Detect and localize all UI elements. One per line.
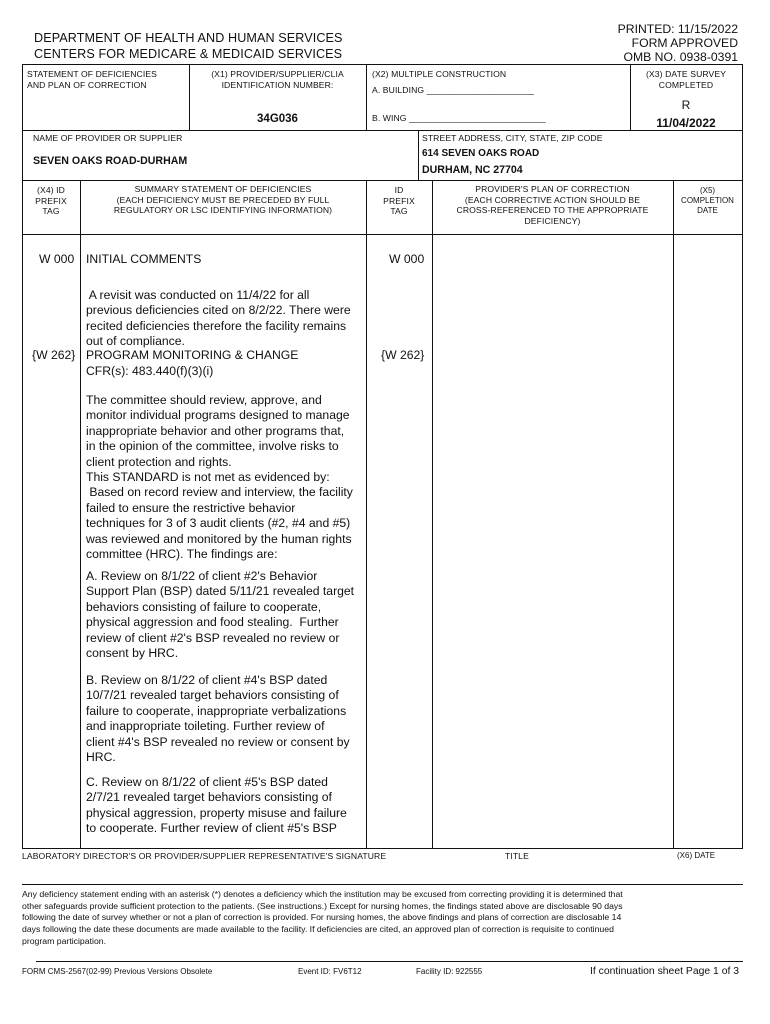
finding-c-paragraph: C. Review on 8/1/22 of client #5's BSP dated 2/7/21 revealed target behaviors consisting of physical aggression, property misuse and failure to cooperate. Further review of client #5's BSP [86,775,347,836]
director-signature-label: LABORATORY DIRECTOR'S OR PROVIDER/SUPPLIER REPRESENTATIVE'S SIGNATURE [22,851,387,861]
finding-b-paragraph: B. Review on 8/1/22 of client #4's BSP dated 10/7/21 revealed target behaviors consisting of failure to cooperate, inappropriate verbalizations and inappropriate toileting. Further review of client #4's BSP revealed no review or consent by HRC. [86,673,350,765]
finding-a-paragraph: A. Review on 8/1/22 of client #2's Behavior Support Plan (BSP) dated 5/11/21 revealed target behaviors consisting of failure to cooperate, physical aggression and food stealing. Further review of client #2's BSP revealed no review or consent by HRC. [86,569,355,661]
centers-name: CENTERS FOR MEDICARE & MEDICAID SERVICES [34,47,343,61]
survey-type: R [681,98,691,112]
summary-header: SUMMARY STATEMENT OF DEFICIENCIES (EACH DEFICIENCY MUST BE PRECEDED BY FULL REGULATORY OR LSC IDENTIFYING INFORMATION) [113,184,333,215]
provider-id: 34G036 [257,113,298,125]
survey-completed-date: 11/04/2022 [656,116,716,130]
printed-date: PRINTED: 11/15/2022 [617,22,738,36]
form-approved: FORM APPROVED [631,36,738,50]
department-name: DEPARTMENT OF HEALTH AND HUMAN SERVICES [34,31,343,45]
title-label: TITLE [505,851,529,861]
building-field: A. BUILDING ______________________ [372,85,535,95]
tag-w000: W 000 [39,252,75,266]
omb-number: OMB NO. 0938-0391 [623,50,738,64]
continuation-page: If continuation sheet Page 1 of 3 [590,966,740,977]
x1-label: (X1) PROVIDER/SUPPLIER/CLIA IDENTIFICATION NUMBER: [211,69,344,90]
multiple-construction-label: (X2) MULTIPLE CONSTRUCTION [372,69,507,79]
facility-id: Facility ID: 922555 [416,967,483,976]
provider-name: SEVEN OAKS ROAD-DURHAM [33,155,188,167]
street-address-label: STREET ADDRESS, CITY, STATE, ZIP CODE [422,133,603,143]
event-id: Event ID: FV6T12 [298,967,362,976]
standard-paragraph: The committee should review, approve, and monitor individual programs designed to manage inappropriate behavior and other programs that, in the opinion of the committee, involve risks to client protection and rights. This STANDARD is not met as evidenced by: Based on record review and interview, the facility failed to ensure the restrictive behavior techniques for 3 of 3 audit clients (#2, #4 and #5) was reviewed and monitored by the human rights committee (HRC). The findings are: [86,393,353,562]
address-line-2: DURHAM, NC 27704 [422,164,523,176]
deficiency-notice: Any deficiency statement ending with an asterisk (*) denotes a deficiency which the institution may be excused from correcting providing it is determined that other safeguards provide sufficient protection to the patients. (See instructions.) Except for nursing homes, the findings stated above are disclosable 90 days following the date of survey whether or not a plan of correction is provided. For nursing homes, the above findings and plans of correction are disclosable 14 days following the date these documents are made available to the facility. If deficiencies are cited, an approved plan of correction is requisite to continued program participation. [22,889,623,946]
cfr-citation: CFR(s): 483.440(f)(3)(i) [86,364,214,378]
wing-field: B. WING ____________________________ [372,113,546,123]
initial-comments-title: INITIAL COMMENTS [86,252,202,266]
completion-date-header: (X5) COMPLETION DATE [681,186,734,215]
program-monitoring-title: PROGRAM MONITORING & CHANGE [86,348,299,362]
plan-header: PROVIDER'S PLAN OF CORRECTION (EACH CORRECTIVE ACTION SHOULD BE CROSS-REFERENCED TO THE APPROPRIATE DEFICIENCY) [456,184,649,226]
statement-label: STATEMENT OF DEFICIENCIES AND PLAN OF CORRECTION [27,69,157,90]
address-line-1: 614 SEVEN OAKS ROAD [422,148,540,159]
tag-w262: {W 262} [32,348,76,362]
agency-header [34,30,343,62]
tag-w262-right: {W 262} [381,348,425,362]
survey-date-label: (X3) DATE SURVEY COMPLETED [645,69,727,90]
revisit-paragraph: A revisit was conducted on 11/4/22 for all previous deficiencies cited on 8/2/22. There were recited deficiencies therefore the facility remains out of compliance. [86,288,351,349]
form-number: FORM CMS-2567(02-99) Previous Versions Obsolete [22,967,213,976]
id-prefix-header: ID PREFIX TAG [383,185,415,216]
x6-date-label: (X6) DATE [677,851,716,860]
x4-header: (X4) ID PREFIX TAG [35,185,67,216]
tag-w000-right: W 000 [389,252,425,266]
provider-name-label: NAME OF PROVIDER OR SUPPLIER [33,133,183,143]
form-meta [618,22,738,64]
